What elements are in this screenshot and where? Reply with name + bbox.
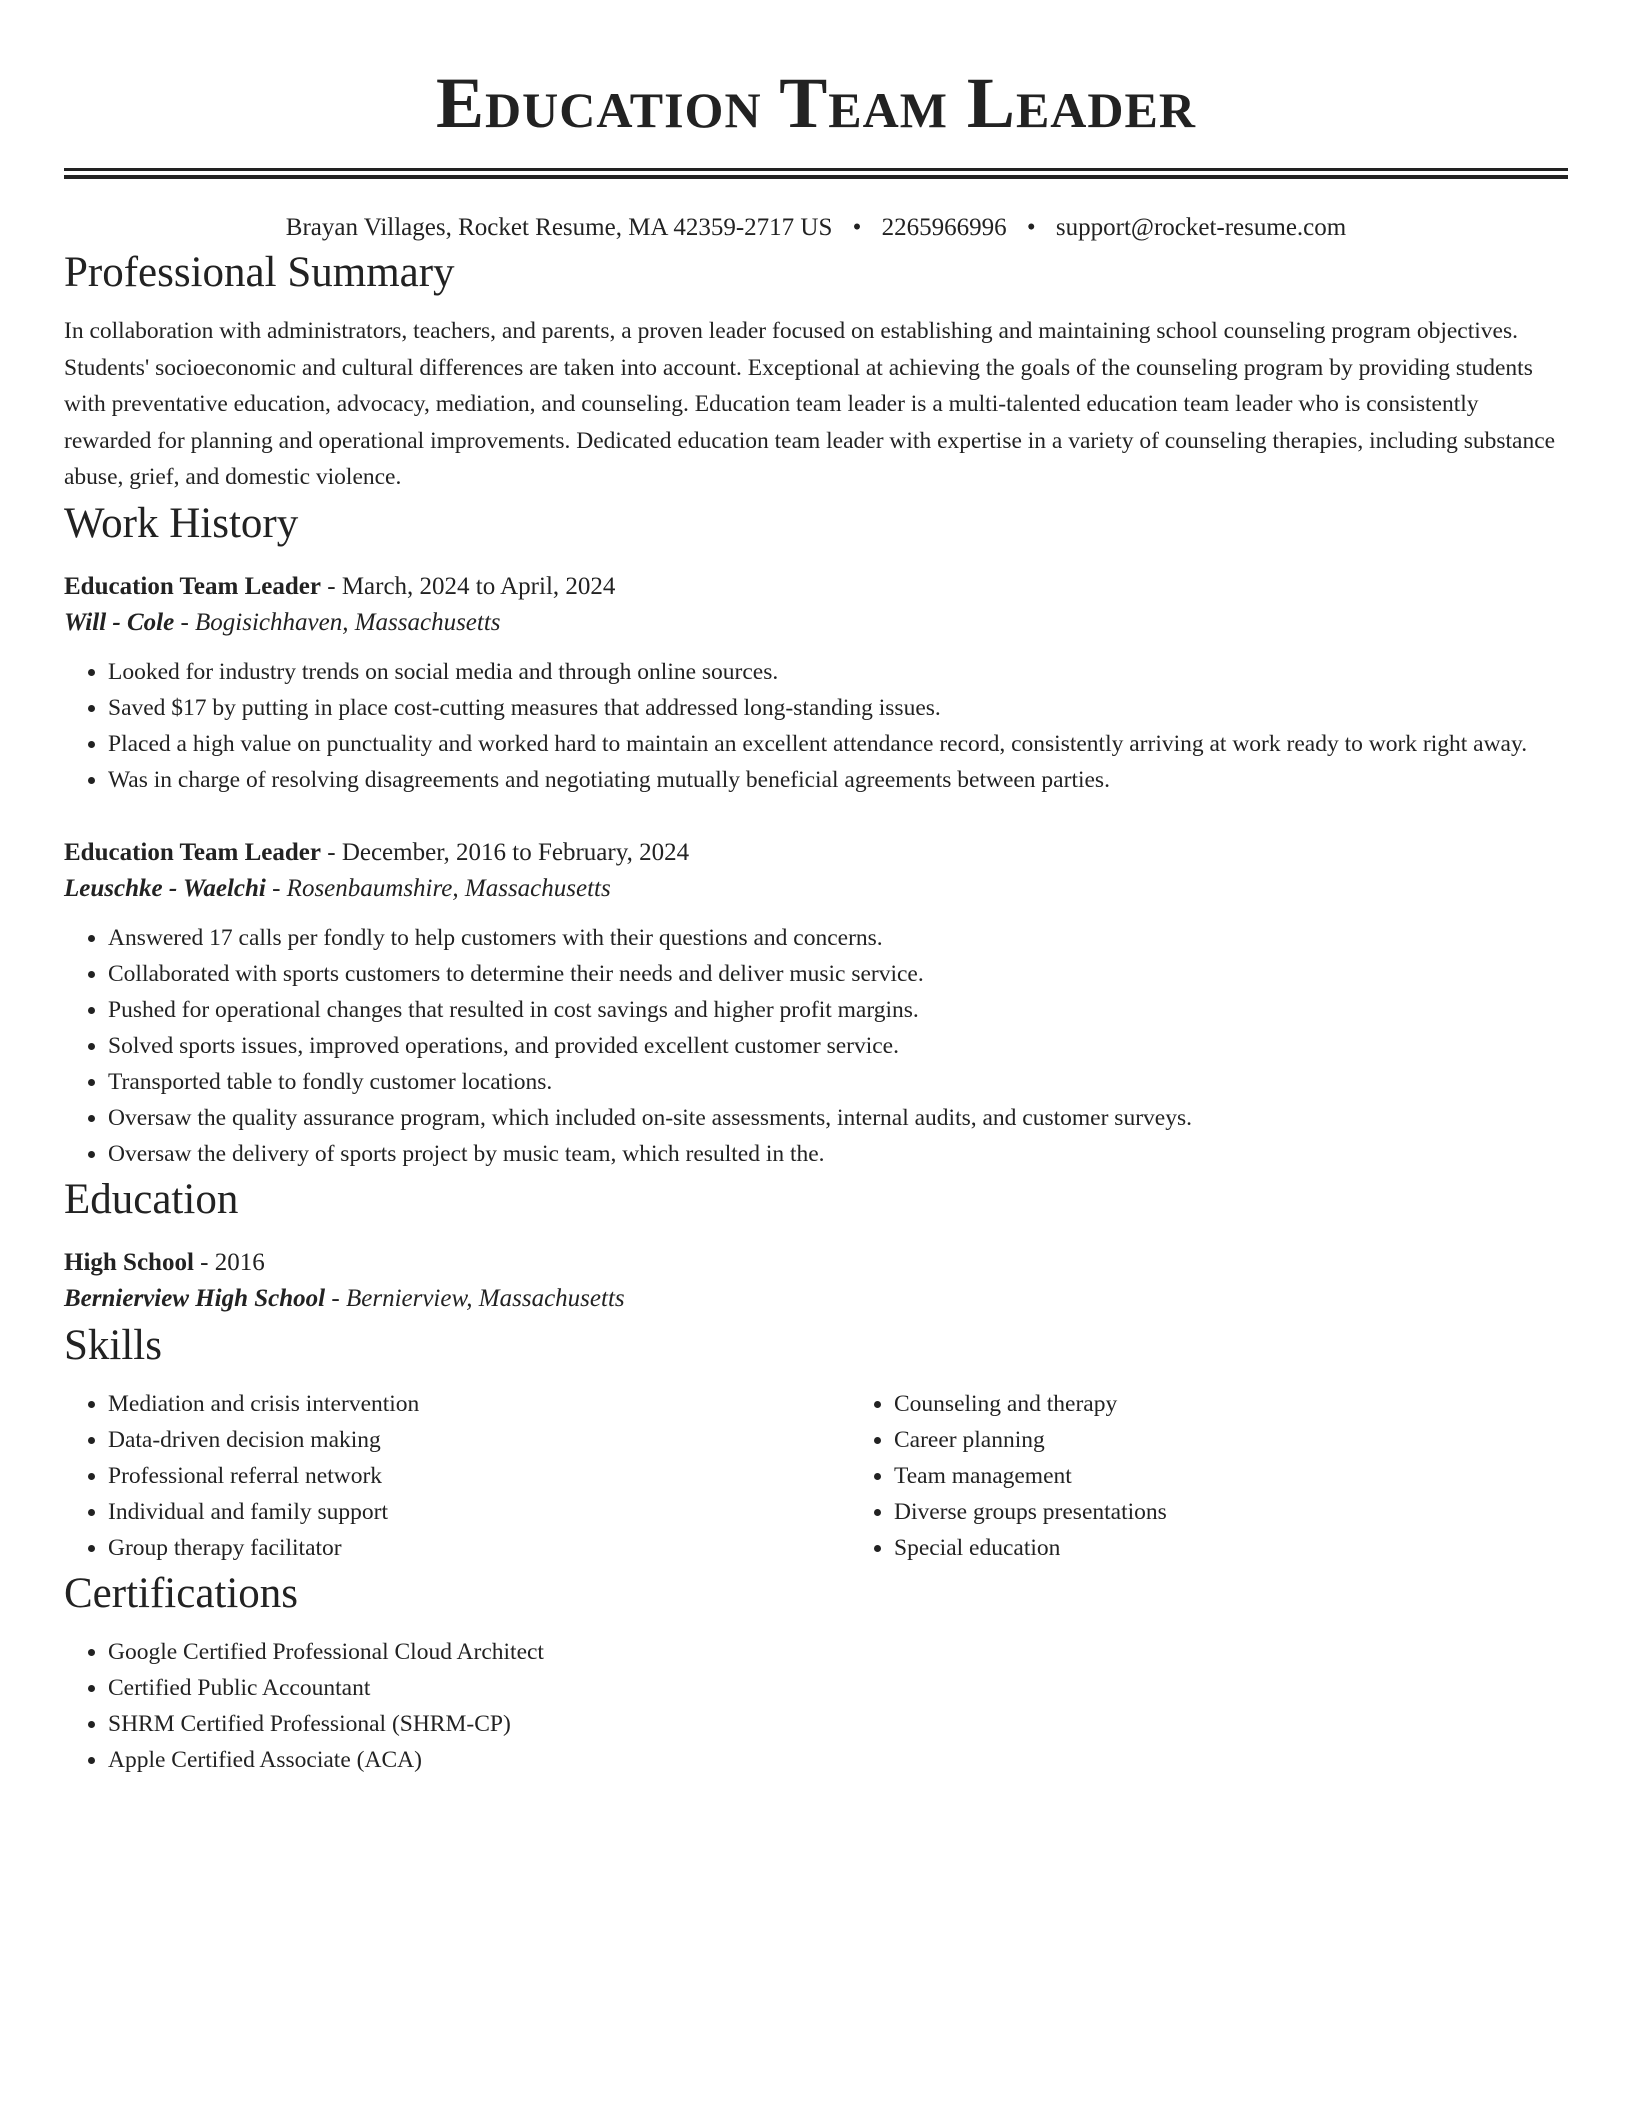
degree: High School — [64, 1248, 194, 1276]
list-item: • Answered 17 calls per fondly to help customers with their questions and concerns. — [108, 920, 1568, 956]
title-divider — [64, 168, 1568, 179]
list-item: • Oversaw the delivery of sports project by music team, which resulted in the. — [108, 1136, 1568, 1172]
school-location: Bernierview, Massachusetts — [345, 1284, 625, 1312]
education-entry — [64, 1246, 1568, 1318]
job-entry — [64, 570, 1568, 798]
job-duties-list — [64, 654, 1568, 798]
list-item: • Apple Certified Associate (ACA) — [108, 1742, 1568, 1778]
job-title: Education Team Leader — [64, 838, 321, 866]
summary-heading: Professional Summary — [64, 249, 455, 296]
list-item: • Transported table to fondly customer locations. — [108, 1064, 1568, 1100]
list-item: • Data-driven decision making — [108, 1422, 850, 1458]
contact-address: Brayan Villages, Rocket Resume, MA 42359-2717 US — [285, 214, 833, 241]
skills-list-left — [64, 1386, 850, 1566]
skills-list-right — [850, 1386, 1167, 1566]
list-item: • Team management — [894, 1458, 1167, 1494]
graduation-year: 2016 — [214, 1248, 265, 1276]
list-item: • Mediation and crisis intervention — [108, 1386, 850, 1422]
employer-line: Will - Cole - Bogisichhaven, Massachusetts — [64, 608, 501, 636]
employer-location: Rosenbaumshire, Massachusetts — [286, 874, 611, 902]
skills-columns — [64, 1386, 1568, 1566]
school-name: Bernierview High School — [64, 1284, 326, 1312]
job-entry — [64, 836, 1568, 1172]
list-item: • Looked for industry trends on social media and through online sources. — [108, 654, 1568, 690]
list-item: • Group therapy facilitator — [108, 1530, 850, 1566]
list-item: • Diverse groups presentations — [894, 1494, 1167, 1530]
list-item: • Placed a high value on punctuality and worked hard to maintain an excellent attendance record, consistently arriving at work ready to work right away. — [108, 726, 1568, 762]
job-title-line: Education Team Leader - March, 2024 to April, 2024 — [64, 572, 616, 600]
employer-name: Will - Cole — [64, 608, 175, 636]
list-item: • Oversaw the quality assurance program, which included on-site assessments, internal audits, and customer surveys. — [108, 1100, 1568, 1136]
list-item: • SHRM Certified Professional (SHRM-CP) — [108, 1706, 1568, 1742]
job-title: Education Team Leader — [64, 572, 321, 600]
contact-separator: • — [852, 214, 862, 241]
employer-name: Leuschke - Waelchi — [64, 874, 266, 902]
list-item: • Certified Public Accountant — [108, 1670, 1568, 1706]
degree-line: High School - 2016 — [64, 1248, 265, 1276]
list-item: • Special education — [894, 1530, 1167, 1566]
education-heading: Education — [64, 1175, 239, 1223]
certifications-heading: Certifications — [64, 1569, 299, 1617]
skills-heading: Skills — [64, 1321, 162, 1369]
contact-separator: • — [1026, 214, 1036, 241]
school-line: Bernierview High School - Bernierview, Massachusetts — [64, 1284, 625, 1312]
list-item: • Counseling and therapy — [894, 1386, 1167, 1422]
list-item: • Was in charge of resolving disagreements and negotiating mutually beneficial agreements between parties. — [108, 762, 1568, 798]
contact-line — [64, 211, 1568, 245]
resume-title: Education Team Leader — [436, 63, 1196, 143]
contact-email: support@rocket-resume.com — [1055, 214, 1347, 241]
contact-phone: 2265966996 — [881, 214, 1007, 241]
job-dates: December, 2016 to February, 2024 — [341, 838, 690, 866]
employer-line: Leuschke - Waelchi - Rosenbaumshire, Massachusetts — [64, 874, 611, 902]
list-item: • Pushed for operational changes that resulted in cost savings and higher profit margins. — [108, 992, 1568, 1028]
list-item: • Saved $17 by putting in place cost-cutting measures that addressed long-standing issues. — [108, 690, 1568, 726]
list-item: • Career planning — [894, 1422, 1167, 1458]
certifications-list — [64, 1634, 1568, 1778]
job-dates: March, 2024 to April, 2024 — [341, 572, 616, 600]
list-item: • Solved sports issues, improved operations, and provided excellent customer service. — [108, 1028, 1568, 1064]
list-item: • Collaborated with sports customers to determine their needs and deliver music service. — [108, 956, 1568, 992]
employer-location: Bogisichhaven, Massachusetts — [195, 608, 501, 636]
summary-text: In collaboration with administrators, teachers, and parents, a proven leader focused on establishing and maintaining school counseling program objectives. Students' socioeconomic and cultural differences are taken into account. Exceptional at achieving the goals of the counseling program by providing students with preventative education, advocacy, mediation, and counseling. Education team leader is a multi-talented education team leader who is consistently rewarded for planning and operational improvements. Dedicated education team leader with expertise in a variety of counseling therapies, including substance abuse, grief, and domestic violence. — [64, 318, 1556, 490]
job-duties-list — [64, 920, 1568, 1172]
list-item: • Google Certified Professional Cloud Architect — [108, 1634, 1568, 1670]
work-history-heading: Work History — [64, 499, 299, 547]
list-item: • Professional referral network — [108, 1458, 850, 1494]
job-title-line: Education Team Leader - December, 2016 to February, 2024 — [64, 838, 690, 866]
list-item: • Individual and family support — [108, 1494, 850, 1530]
